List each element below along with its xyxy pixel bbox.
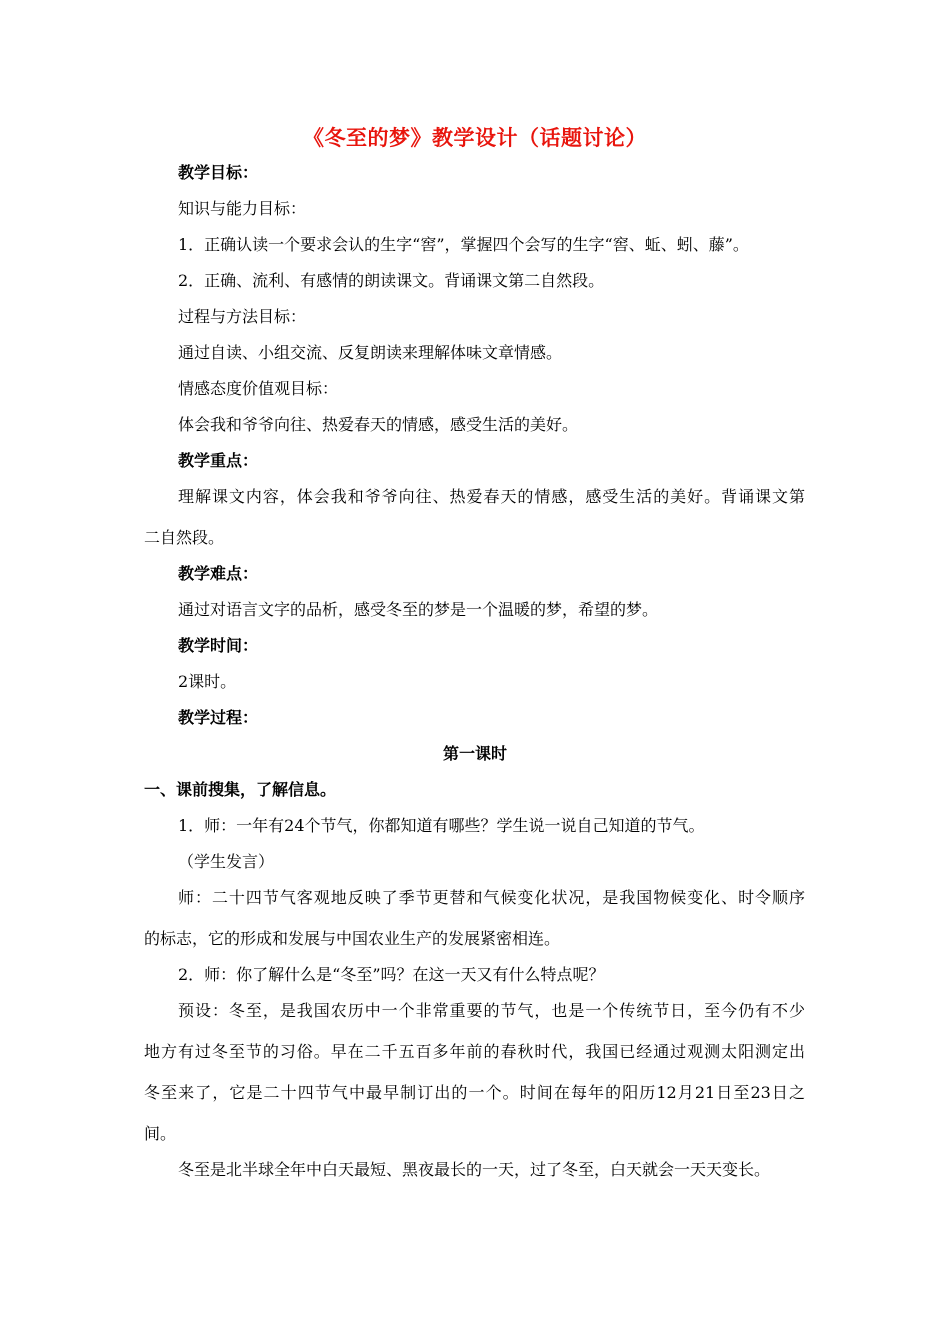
paragraph: 1．正确认读一个要求会认的生字“窖”，掌握四个会写的生字“窖、蚯、蚓、藤”。 xyxy=(178,235,749,254)
subheading-emotion-values: 情感态度价值观目标： xyxy=(178,379,339,398)
paragraph: 冬至来了，它是二十四节气中最早制订出的一个。时间在每年的阳历12月21日至23日之 xyxy=(144,1083,805,1102)
paragraph: 2．正确、流利、有感情的朗读课文。背诵课文第二自然段。 xyxy=(178,271,605,290)
section-heading: 一、课前搜集，了解信息。 xyxy=(144,780,337,799)
paragraph: 预设：冬至，是我国农历中一个非常重要的节气，也是一个传统节日，至今仍有不少 xyxy=(178,1001,805,1020)
paragraph: 2课时。 xyxy=(178,672,237,691)
paragraph: 理解课文内容，体会我和爷爷向往、热爱春天的情感，感受生活的美好。背诵课文第 xyxy=(178,487,805,506)
paragraph: 师：二十四节气客观地反映了季节更替和气候变化状况，是我国物候变化、时令顺序 xyxy=(178,888,805,907)
paragraph: 间。 xyxy=(144,1124,177,1143)
paragraph: 2．师：你了解什么是“冬至”吗？在这一天又有什么特点呢？ xyxy=(178,965,605,984)
heading-key-points: 教学重点： xyxy=(178,451,259,470)
document-title: 《冬至的梦》教学设计（话题讨论） xyxy=(303,126,647,150)
paragraph: 通过自读、小组交流、反复朗读来理解体味文章情感。 xyxy=(178,343,563,362)
heading-teaching-goals: 教学目标： xyxy=(178,163,259,182)
subheading-knowledge-ability: 知识与能力目标： xyxy=(178,199,307,218)
heading-teaching-time: 教学时间： xyxy=(178,636,259,655)
heading-difficulties: 教学难点： xyxy=(178,564,259,583)
heading-teaching-process: 教学过程： xyxy=(178,708,259,727)
paragraph: 体会我和爷爷向往、热爱春天的情感，感受生活的美好。 xyxy=(178,415,579,434)
paragraph: （学生发言） xyxy=(178,852,275,871)
paragraph: 二自然段。 xyxy=(144,528,225,547)
paragraph: 的标志，它的形成和发展与中国农业生产的发展紧密相连。 xyxy=(144,929,561,948)
section-title-first-lesson: 第一课时 xyxy=(442,744,507,763)
paragraph: 地方有过冬至节的习俗。早在二千五百多年前的春秋时代，我国已经通过观测太阳测定出 xyxy=(144,1042,805,1061)
subheading-process-method: 过程与方法目标： xyxy=(178,307,307,326)
paragraph: 通过对语言文字的品析，感受冬至的梦是一个温暖的梦，希望的梦。 xyxy=(178,600,659,619)
paragraph: 冬至是北半球全年中白天最短、黑夜最长的一天，过了冬至，白天就会一天天变长。 xyxy=(178,1160,771,1179)
paragraph: 1．师：一年有24个节气，你都知道有哪些？学生说一说自己知道的节气。 xyxy=(178,816,705,835)
